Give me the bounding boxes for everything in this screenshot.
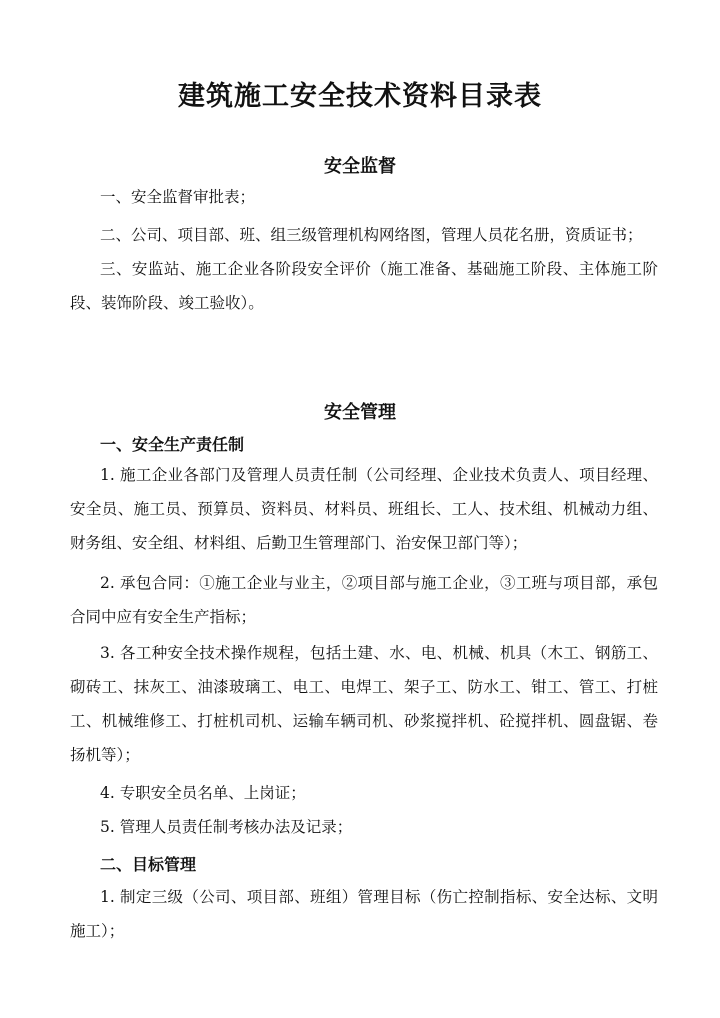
document-title: 建筑施工安全技术资料目录表 <box>178 81 542 112</box>
list-item: 2. 承包合同：①施工企业与业主，②项目部与施工企业，③工班与项目部，承包合同中应有安全生产指标； <box>70 574 658 626</box>
list-item: 1. 制定三级（公司、项目部、班组）管理目标（伤亡控制指标、安全达标、文明施工）； <box>70 888 658 940</box>
subsection-heading-target-management: 二、目标管理 <box>100 855 197 874</box>
subsection-heading-responsibility: 一、安全生产责任制 <box>100 435 245 454</box>
section-heading-safety-management: 安全管理 <box>324 402 396 423</box>
section-heading-safety-supervision: 安全监督 <box>324 156 396 177</box>
list-item: 1. 施工企业各部门及管理人员责任制（公司经理、企业技术负责人、项目经理、安全员、施工员、预算员、资料员、材料员、班组长、工人、技术组、机械动力组、财务组、安全组、材料组、后勤卫生管理部门、治安保卫部门等）； <box>70 466 658 552</box>
list-item: 3. 各工种安全技术操作规程，包括土建、水、电、机械、机具（木工、钢筋工、砌砖工、抹灰工、油漆玻璃工、电工、电焊工、架子工、防水工、钳工、管工、打桩工、机械维修工、打桩机司机、运输车辆司机、砂浆搅拌机、砼搅拌机、圆盘锯、卷扬机等）； <box>70 644 658 764</box>
list-item: 三、安监站、施工企业各阶段安全评价（施工准备、基础施工阶段、主体施工阶段、装饰阶段、竣工验收）。 <box>70 260 658 312</box>
list-item: 5. 管理人员责任制考核办法及记录； <box>100 818 353 836</box>
list-item: 4. 专职安全员名单、上岗证； <box>100 784 306 802</box>
list-item: 一、安全监督审批表； <box>100 188 256 206</box>
list-item: 二、公司、项目部、班、组三级管理机构网络图，管理人员花名册，资质证书； <box>100 226 643 244</box>
